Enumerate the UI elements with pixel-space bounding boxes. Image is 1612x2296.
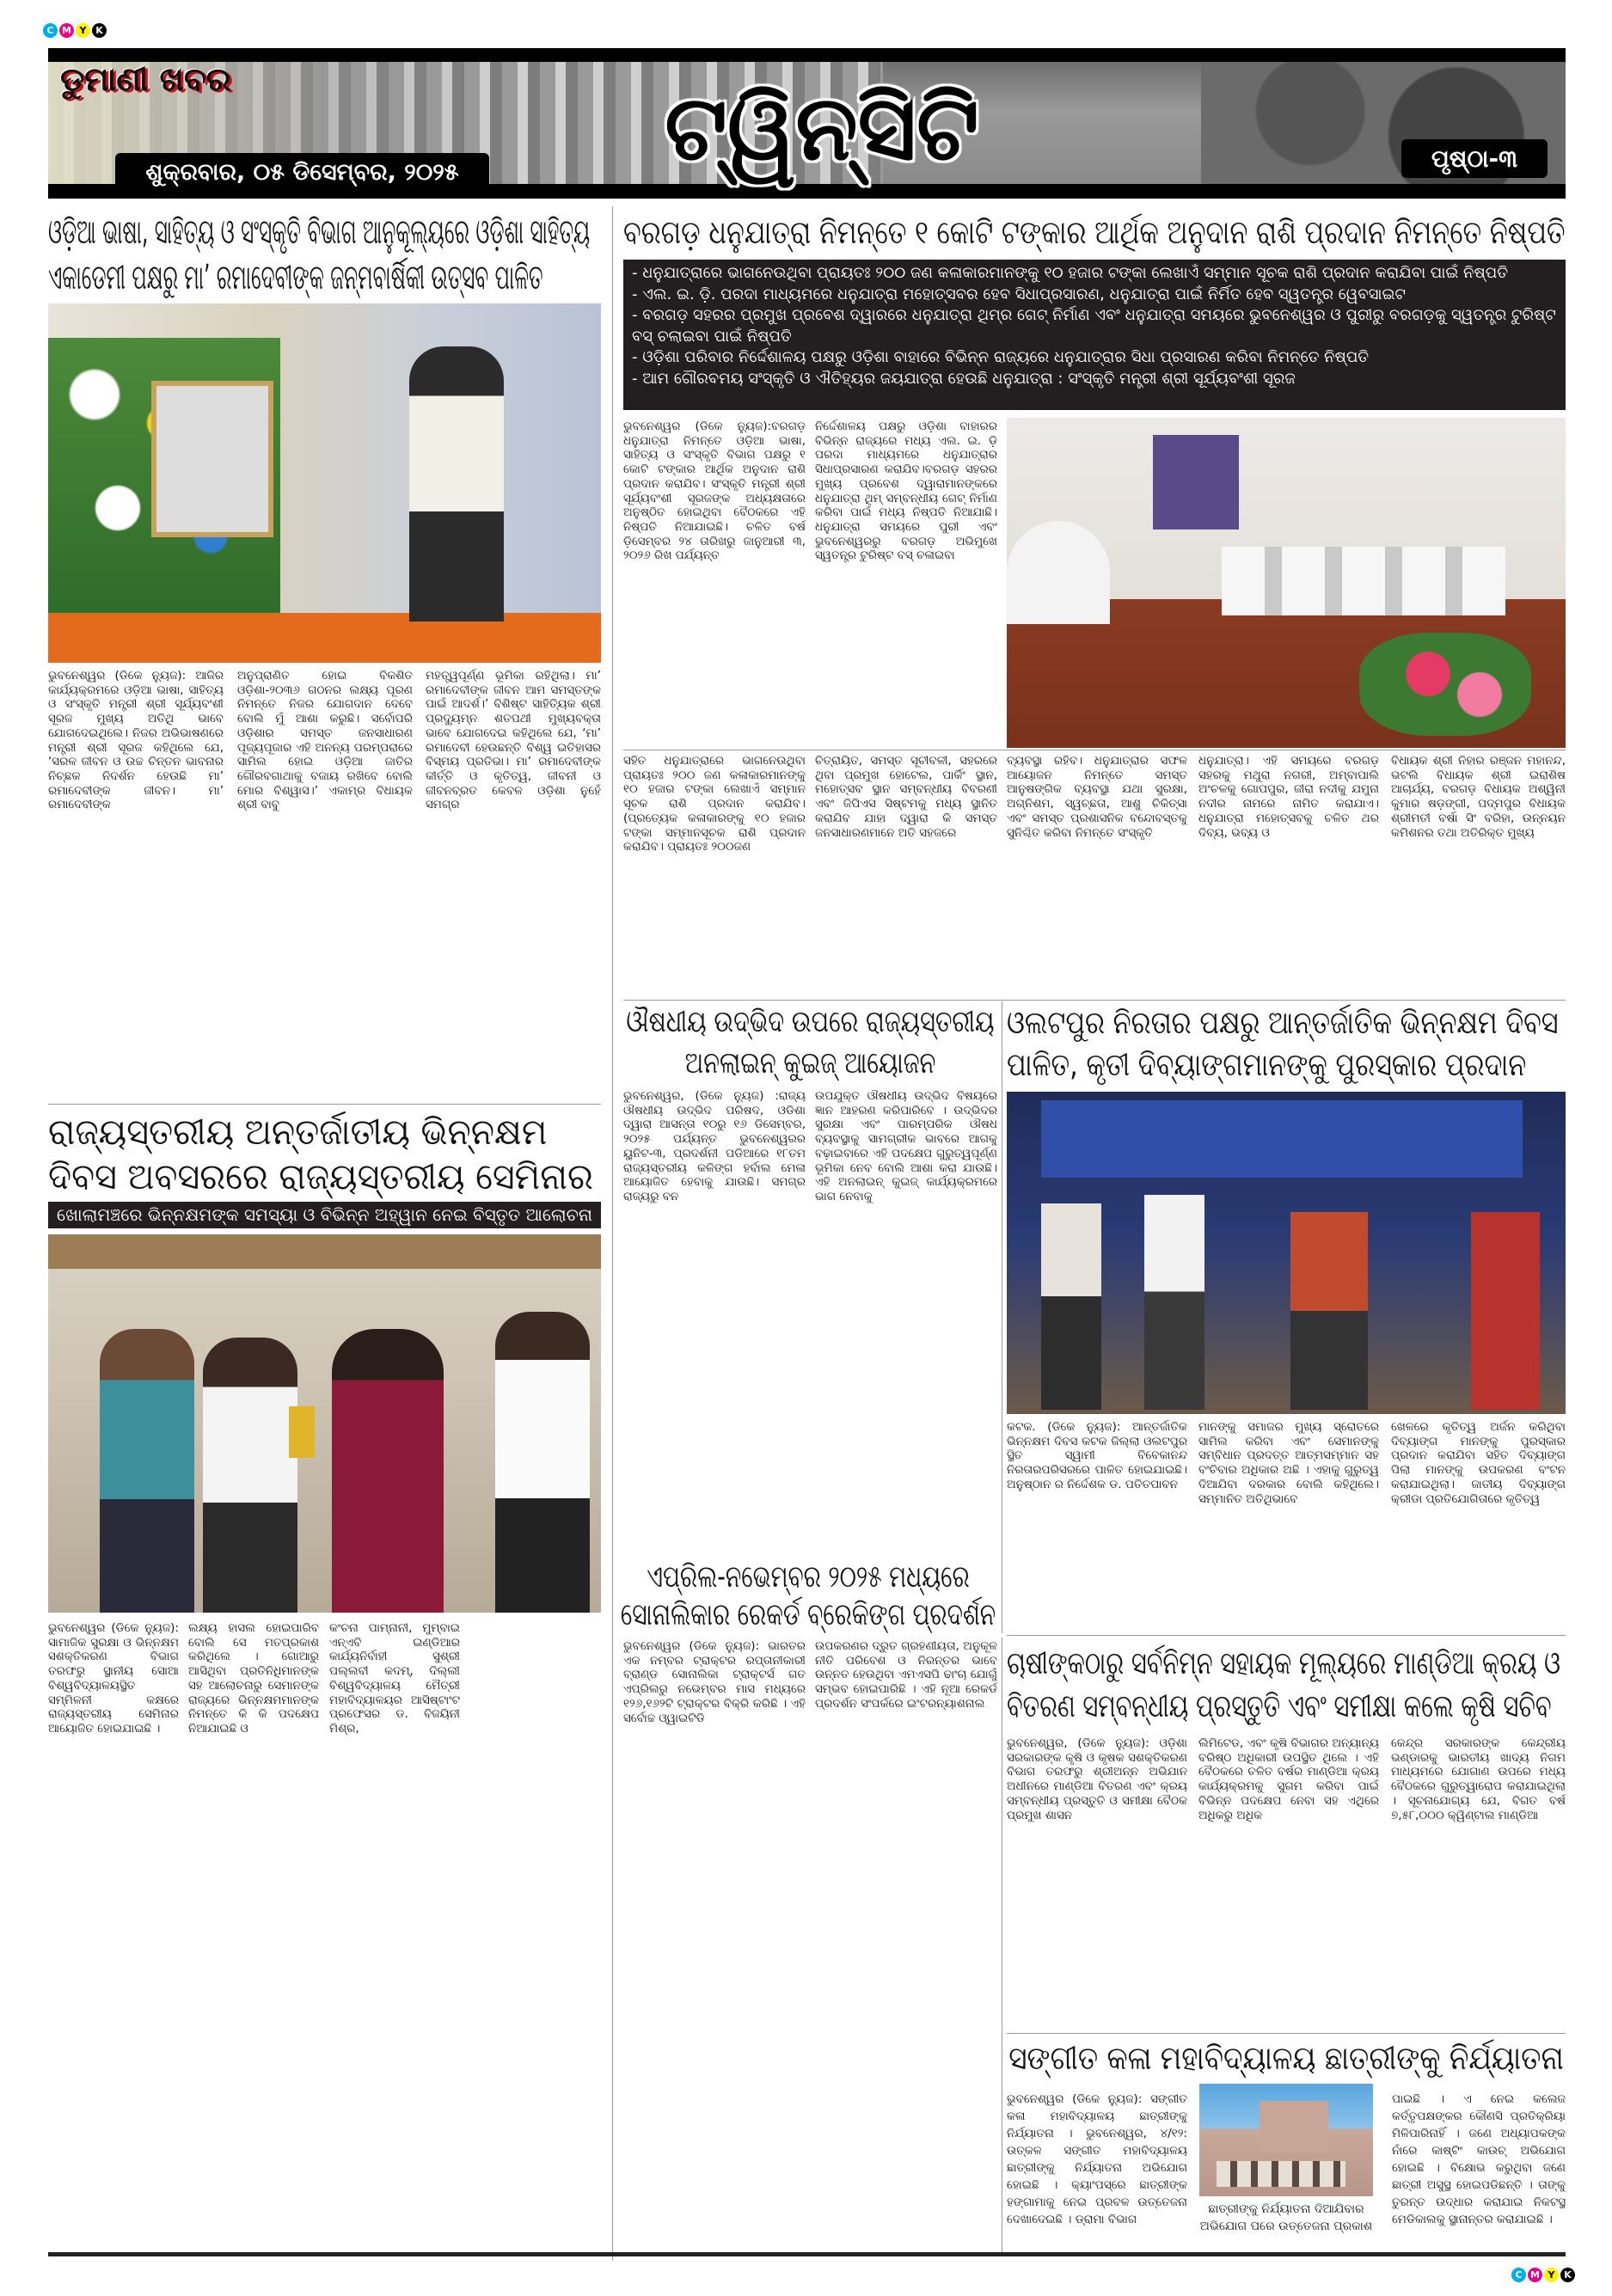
- body-mandia-col3: କେନ୍ଦ୍ର ସରକାରଙ୍କ କେନ୍ଦ୍ରୀୟ ଭଣ୍ଡାରକୁ ଭାରତୀୟ ଖାଦ୍ୟ ନିଗମ ମାଧ୍ୟମରେ ଯୋଗାଣ ଉପରେ ମଧ୍ୟ ବୈଠକରେ ଗୁରୁତ୍ୱାରୋପ କରାଯାଇଥିଲା । ସୂଚନାଯୋଗ୍ୟ ଯେ, ବିଗତ ବର୍ଷ ୭,୫୮,୦୦୦ କ୍ୱିଣ୍ଟାଲ ମାଣ୍ଡିଆ: [1391, 1736, 1566, 1822]
- registration-marks-bottom: [1511, 2268, 1575, 2282]
- body-seminar-col1: ଭୁବନେଶ୍ୱର (ଡିକେ ନ୍ୟୁଜ): ସାମାଜିକ ସୁରକ୍ଷା ଓ ଭିନ୍ନକ୍ଷମ ସଶକ୍ତିକରଣ ବିଭାଗ ତରଫରୁ ସ୍ଥାନୀୟ ସୋଆ ବିଶ୍ୱବିଦ୍ୟାଳୟସ୍ଥିତ ସମ୍ମିଳନୀ କକ୍ଷରେ ରାଜ୍ୟସ୍ତରୀୟ ସେମିନାର ଆୟୋଜିତ ହୋଇଯାଇଛି ।: [48, 1621, 179, 1736]
- highlight-item: - ଏଲ. ଇ. ଡ଼ି. ପରଦା ମାଧ୍ୟମରେ ଧନୁଯାତ୍ରା ମହୋତ୍ସବର ହେବ ସିଧାପ୍ରସାରଣ, ଧନୁଯାତ୍ରା ପାଇଁ ନିର୍ମିତ ହେବ ସ୍ୱତନ୍ତ୍ର ୱେବସାଇଟ: [632, 285, 1406, 303]
- body-oltapur-col2: ମାନଙ୍କୁ ସମାଜର ମୁଖ୍ୟ ସ୍ରୋତରେ ସାମିଲ କରିବା ଏବଂ ସେମାନଙ୍କୁ ସମ୍ବିଧାନ ପ୍ରଦତ୍ତ ଆତ୍ମସମ୍ମାନ ସହ ବଂଚିବାର ଅଧିକାର ଅଛି । ଏହାକୁ ଗୁରୁତ୍ୱ ଦିଆଯିବା ଦରକାର ବୋଲି କହିଥିଲେ। ସମ୍ମାନିତ ଅତିଥିଭାବେ: [1198, 1420, 1379, 1506]
- magenta-mark: M: [1528, 2268, 1542, 2282]
- photo-caption-sangeet: ଛାତ୍ରୀଙ୍କୁ ନିର୍ଯ୍ୟାତନା ଦିଆଯିବାର ଅଭିଯୋଗ ପରେ ଉତ୍ତେଜନା ପ୍ରକାଶ: [1199, 2202, 1373, 2233]
- page-number: ପୃଷ୍ଠା-୩: [1401, 139, 1548, 178]
- headline-dhanuyatra: ବରଗଡ଼ ଧନୁଯାତ୍ରା ନିମନ୍ତେ ୧ କୋଟି ଟଙ୍କାର ଆର୍ଥିକ ଅନୁଦାନ ରାଶି ପ୍ରଦାନ ନିମନ୍ତେ ନିଷ୍ପତି: [623, 213, 1566, 251]
- divider: [48, 1104, 601, 1105]
- body-dhanuyatra-col2: ନିର୍ଦ୍ଦେଶାଳୟ ପକ୍ଷରୁ ଓଡ଼ିଶା ବାହାରର ବିଭିନ୍ନ ରାଜ୍ୟରେ ମଧ୍ୟ ଏଲ. ଇ. ଡ଼ି ପରଦା ମାଧ୍ୟମରେ ଧନୁଯାତ୍ରାର ସିଧାପ୍ରସାରଣ କରାଯିବ।ବରଗଡ଼ ସହରର ମୁଖ୍ୟ ପ୍ରବେଶ ଦ୍ୱାରାମାନଙ୍କରେ ଧନୁଯାତ୍ରା ଥିମ୍ ସମ୍ବନ୍ଧୀୟ ଗେଟ୍ ନିର୍ମାଣ କରିବା ପାଇଁ ମଧ୍ୟ ନିଷ୍ପତି ନିଆଯାଛି। ଧନୁଯାତ୍ରା ସମୟରେ ପୁରୀ ଏବଂ ଭୁବନେଶ୍ୱରରୁ ବରଗଡ଼ ଅଭିମୁଖେ ସ୍ୱତନ୍ତ୍ର ଟୁରିଷ୍ଟ ବସ୍ ଚଳାଇବା: [815, 419, 997, 563]
- body-dhanuyatra-col6: ଧନୁଯାତ୍ରା। ଏହି ସମୟରେ ବରଗଡ଼ ସହରକୁ ମଥୁରା ନଗରୀ, ଅମ୍ବାପାଲି ଅଂଚଳକୁ ଗୋପପୁର, ଜୀରା ନଦୀକୁ ଯମୁନା ନଦୀର ନାମରେ ନାମିତ କରାଯାଏ। ଧନୁଯାତ୍ରା ମହୋତ୍ସବକୁ ଚଳିତ ଥର ଦିବ୍ୟ, ଭବ୍ୟ ଓ: [1198, 754, 1379, 840]
- headline-seminar: ରାଜ୍ୟସ୍ତରୀୟ ଅନ୍ତର୍ଜାତୀୟ ଭିନ୍ନକ୍ଷମ ଦିବସ ଅବସରରେ ରାଜ୍ୟସ୍ତରୀୟ ସେମିନାର: [48, 1111, 593, 1197]
- cyan-mark: C: [43, 23, 58, 38]
- photo-ramadevi-tribute: [48, 303, 601, 663]
- body-oltapur-col3: ଖେଳରେ କୃତିତ୍ୱ ଅର୍ଜନ କରିଥିବା ଦିବ୍ୟାଙ୍ଗ ମାନଙ୍କୁ ପୁରସ୍କାର ପ୍ରଦାନ କରାଯିବା ସହିତ ଦିବ୍ୟାଙ୍ଗ ପିଲା ମାନଙ୍କୁ ଉପକରଣ ବଂଟନ କରାଯାଇଥିଲା। ଜାତୀୟ ଦିବ୍ୟାଙ୍ଗ କ୍ରୀଡା ପ୍ରତିଯୋଗିତାରେ କୃତିତ୍ୱ: [1391, 1420, 1566, 1506]
- photo-oltapur-award: [1007, 1092, 1566, 1414]
- body-medicinal-col2: ଉପଯୁକ୍ତ ଔଷଧୀୟ ଉଦ୍ଭିଦ ବିଷୟରେ ଜ୍ଞାନ ଆହରଣ କରିପାରିବେ । ଉଦ୍ଭିଦର ସୁରକ୍ଷା ଏବଂ ପାରମ୍ପରିକ ଔଷଧ ବ୍ୟବସ୍ଥାକୁ ସାମଗ୍ରୀକ ଭାବରେ ଆଗକୁ ବଢ଼ାଇବାରେ ଏହି ପଦକ୍ଷେପ ଗୁରୁତ୍ୱପୂର୍ଣ୍ଣ ଭୂମିକା ନେବ ବୋଲି ଆଶା କରା ଯାଉଛି।ଏହି ଅନଲାଇନ୍ କୁଇଜ୍ କାର୍ଯ୍ୟକ୍ରମରେ ଭାଗ ନେବାକୁ: [815, 1089, 997, 1203]
- body-dhanuyatra-col5: ବ୍ୟବସ୍ଥା ରହିବ। ଧନୁଯାତ୍ରାର ସଫଳ ଆୟୋଜନ ନିମନ୍ତେ ସମସ୍ତ ଆନୁଷଙ୍ଗିକ ବ୍ୟବସ୍ଥା ଯଥା ସୁରକ୍ଷା, ଅଗ୍ନିଶମ, ସ୍ୱଚ୍ଛତା, ଆଶୁ ଚିକିତ୍ସା ଏବଂ ସମସ୍ତ ପ୍ରଶାସନିକ ବନ୍ଦୋବସ୍ତକୁ ସୁନିଶ୍ଚିତ କରିବା ନିମନ୍ତେ ସଂସ୍କୃତି: [1007, 754, 1187, 840]
- dhanuyatra-highlights-box: [623, 260, 1566, 410]
- body-sangeet-col2: ପାଇଛି । ଏ ନେଇ କଲେଜ କର୍ତ୍ତୃପକ୍ଷଙ୍କର କୌଣସି ପ୍ରତିକ୍ରିୟା ମିଳିପାରିନାହିଁ । ଜଣେ ଅଧ୍ୟାପକଙ୍କ ନାଁରେ କାଷ୍ଟିଂ କାଉଚ୍ ଅଭିଯୋଗ ହୋଇଛି । ବିକ୍ଷୋଭ କରୁଥିବା ଜଣେ ଛାତ୍ରୀ ଅସୁସ୍ଥ ହୋଇପଡିଛନ୍ତି । ତାଙ୍କୁ ତୁରନ୍ତ ଉଦ୍ଧାର କରାଯାଇ ନିକଟସ୍ଥ ମେଡିକାଲକୁ ସ୍ଥାନାନ୍ତର କରାଯାଇଛି ।: [1392, 2092, 1566, 2226]
- cyan-mark: C: [1511, 2268, 1526, 2282]
- section-title: ଟ୍ୱିନ୍‌ସିଟି: [665, 76, 979, 181]
- divider: [1007, 2033, 1566, 2034]
- headline-oltapur: ଓଲଟପୁର ନିରତାର ପକ୍ଷରୁ ଆନ୍ତର୍ଜାତିକ ଭିନ୍ନକ୍ଷମ ଦିବସ ପାଳିତ, କୃତୀ ଦିବ୍ୟାଙ୍ଗମାନଙ୍କୁ ପୁରସ୍କାର ପ୍ରଦାନ: [1007, 1004, 1559, 1083]
- highlight-item: - ଓଡ଼ିଶା ପରିବାର ନିର୍ଦ୍ଦେଶାଳୟ ପକ୍ଷରୁ ଓଡ଼ିଶା ବାହାରେ ବିଭିନ୍ନ ରାଜ୍ୟରେ ଧନୁଯାତ୍ରାର ସିଧା ପ୍ରସାରଣ କରିବା ନିମନ୍ତେ ନିଷ୍ପତି: [632, 348, 1370, 366]
- paper-name-logo: ଡୁମାଣୀ ଖବର: [60, 60, 231, 98]
- headline-mandia-procurement: ଚାଷୀଙ୍କଠାରୁ ସର୍ବନିମ୍ନ ସହାୟକ ମୂଲ୍ୟରେ ମାଣ୍ଡିଆ କ୍ରୟ ଓ ବିତରଣ ସମ୍ବନ୍ଧୀୟ ପ୍ରସ୍ତୁତି ଏବଂ ସମୀକ୍ଷା କଲେ କୃଷି ସଚିବ: [1007, 1644, 1561, 1724]
- headline-sangeet-college: ସଙ୍ଗୀତ କଳା ମହାବିଦ୍ୟାଳୟ ଛାତ୍ରୀଙ୍କୁ ନିର୍ଯ୍ୟାତନା: [1008, 2039, 1564, 2077]
- subhead-seminar: ଖୋଲାମଞ୍ଚରେ ଭିନ୍ନକ୍ଷମଙ୍କ ସମସ୍ୟା ଓ ବିଭିନ୍ନ ଅହ୍ୱାନ ନେଇ ବିସ୍ତୃତ ଆଲୋଚନା: [48, 1202, 601, 1228]
- body-dhanuyatra-col3: ସହିତ ଧନୁଯାତ୍ରାରେ ଭାଗନେଉଥିବା ପ୍ରାୟତଃ ୨୦୦ ଜଣ କଳାକାରମାନଙ୍କୁ ୧୦ ହଜାର ଟଙ୍କା ଲେଖାଏଁ ସମ୍ମାନ ସୂଚକ ରାଶି ପ୍ରଦାନ କରାଯିବ। (ପ୍ରତ୍ୟେକ କଳାକାରଙ୍କୁ ୧୦ ହଜାର ଟଙ୍କା ସମ୍ମାନସୂଚକ ରାଶି ପ୍ରଦାନ କରାଯିବ। ପ୍ରାୟତଃ ୨୦୦ଜଣ: [623, 754, 806, 854]
- body-dhanuyatra-col7: ବିଧାୟକ ଶ୍ରୀ ନିହାର ରଞ୍ଜନ ମହାନନ୍ଦ, ଭଟଲି ବିଧାୟକ ଶ୍ରୀ ଇରାଶିଷ ଆଚାର୍ଯ୍ୟ, ବରଗଡ଼ ବିଧାୟକ ଅଶ୍ୱିନୀ କୁମାର ଷଡ଼ଙ୍ଗୀ, ପଦ୍ମପୁର ବିଧାୟକ ଶ୍ରୀମତୀ ବର୍ଷା ସିଂ ବରିହା, ଉନ୍ନୟନ କମିଶନର ତଥା ଅତିରିକ୍ତ ମୁଖ୍ୟ: [1391, 754, 1566, 840]
- issue-date: ଶୁକ୍ରବାର, ୦୫ ଡିସେମ୍ବର, ୨୦୨୫: [115, 153, 489, 192]
- body-mandia-col2: ଲିମିଟେଡ, ଏବଂ କୃଷି ବିଭାଗର ଅନ୍ୟାନ୍ୟ ବରିଷ୍ଠ ଅଧିକାରୀ ଉପସ୍ଥିତ ଥିଲେ । ଏହି ବୈଠକରେ ଚଳିତ ବର୍ଷର ମାଣ୍ଡିଆ କ୍ରୟ କାର୍ଯ୍ୟକ୍ରମକୁ ସୁଗମ କରିବା ପାଇଁ ବିଭିନ୍ନ ପଦକ୍ଷେପ ନେବା ସହ ଏଥିରେ ଅଧିକରୁ ଅଧିକ: [1198, 1736, 1379, 1822]
- body-oltapur-col1: କଟକ. (ଡିକେ ନ୍ୟୁଜ): ଆନ୍ତର୍ଜାତିକ ଭିନ୍ନକ୍ଷମ ଦିବସ କଟକ ଜିଲ୍ଲା ଓଲଟପୁର ସ୍ଥିତ ସ୍ୱାମୀ ବିବେକାନନ୍ଦ ନିରତାରପରିସରରେ ପାଳିତ ହୋଇଯାଇଛି। ଅନୁଷ୍ଠାନ ର ନିର୍ଦ୍ଦେଶକ ଡ. ପତିତପାବନ: [1007, 1420, 1187, 1491]
- highlight-item: - ବରଗଡ଼ ସହରର ପ୍ରମୁଖ ପ୍ରବେଶ ଦ୍ୱାରରେ ଧନୁଯାତ୍ରା ଥିମ୍‌ର ଗେଟ୍ ନିର୍ମାଣ ଏବଂ ଧନୁଯାତ୍ରା ସମୟରେ ଭୁବନେଶ୍ୱର ଓ ପୁରୀରୁ ବରଗଡ଼କୁ ସ୍ୱତନ୍ତ୍ର ଟୁରିଷ୍ଟ ବସ୍ ଚଲାଇବା ପାଇଁ ନିଷ୍ପତି: [632, 306, 1556, 346]
- magenta-mark: M: [59, 23, 74, 38]
- masthead: [48, 48, 1566, 199]
- body-seminar-col2: ଲକ୍ଷ୍ୟ ହାସଲ ହୋଇପାରିବ ବୋଲି ସେ ମତପ୍ରକାଶ କରିଥିଲେ । ଗୋଆରୁ ଆସିଥିବା ପ୍ରତିନିଧିମାନଙ୍କ ସହ ଆଲୋଚନାରୁ ସେମାନଙ୍କ ରାଜ୍ୟରେ ଭିନ୍ନକ୍ଷମମାନଙ୍କ ନିମନ୍ତେ କି କି ପଦକ୍ଷେପ ନିଆଯାଇଛି ଓ: [188, 1621, 319, 1736]
- photo-dhanuyatra-meeting: [1007, 418, 1566, 748]
- photo-seminar-trophy: [48, 1234, 601, 1613]
- body-ramadevi-col1: ଭୁବନେଶ୍ୱର (ଡିକେ ନ୍ୟୁଜ): ଆଜିର କାର୍ଯ୍ୟକ୍ରମରେ ଓଡ଼ିଆ ଭାଷା, ସାହିତ୍ୟ ଓ ସଂସ୍କୃତି ମନ୍ତ୍ରୀ ଶ୍ରୀ ସୂର୍ଯ୍ୟବଂଶୀ ସୂରଜ ମୁଖ୍ୟ ଅତିଥି ଭାବେ ଯୋଗଦେଇଥିଲେ। ନିଜର ଅଭିଭାଷଣରେ ମନ୍ତ୍ରୀ ଶ୍ରୀ ସୂରଜ କହିଥିଲେ ଯେ, ‘ସରଳ ଜୀବନ ଓ ଉଚ୍ଚ ଚିନ୍ତନ ଭାବନାର ନିଚ୍ଛକ ନିଦର୍ଶନ ହେଉଛି ମା’ ରମାଦେବୀଙ୍କ ଜୀବନ। ମା’ ରମାଦେବୀଙ୍କ: [48, 669, 224, 812]
- column-divider: [612, 206, 613, 2261]
- headline-ramadevi: ଓଡ଼ିଆ ଭାଷା, ସାହିତ୍ୟ ଓ ସଂସ୍କୃତି ବିଭାଗ ଆନୁକୂଲ୍ୟରେ ଓଡ଼ିଶା ସାହିତ୍ୟ ଏକାଡେମୀ ପକ୍ଷରୁ ମା’ ରମାଦେବୀଙ୍କ ଜନ୍ମବାର୍ଷିକୀ ଉତ୍ସବ ପାଳିତ: [48, 212, 591, 297]
- body-sangeet-col1: ଭୁବନେଶ୍ୱର (ଡିକେ ନ୍ୟୁଜ): ସଙ୍ଗୀତ କଳା ମହାବିଦ୍ୟାଳୟ ଛାତ୍ରୀଙ୍କୁ ନିର୍ଯ୍ୟାତନା । ଭୁବନେଶ୍ୱର, ୪/୧୨: ଉତ୍କଳ ସଙ୍ଗୀତ ମହାବିଦ୍ୟାଳୟ ଛାତ୍ରୀଙ୍କୁ ନିର୍ଯ୍ୟାତନା ଅଭିଯୋଗ ହୋଇଛି । କ୍ୟାଂପସ୍‌ରେ ଛାତ୍ରୀଙ୍କ ହଙ୍ଗାମାକୁ ନେଇ ପ୍ରବଳ ଉତ୍ତେଜନା ଦେଖାଦେଇଛି । ଡ୍ରାମା ବିଭାଗ: [1007, 2092, 1187, 2226]
- body-dhanuyatra-col4: ଚିତ୍ରାୟିତ, ସମସ୍ତ ସୂଚୀବଳୀ, ସହରରେ ଥିବା ପ୍ରମୁଖ ହୋଟେଲ, ପାର୍କିଂ ସ୍ଥାନ, ମହୋତ୍ସବ ସ୍ଥାନ ସମ୍ବନ୍ଧୀୟ ବିବରଣୀ ଏବଂ ଜିପିଏସ ସିଷ୍ଟମକୁ ମଧ୍ୟ ସ୍ଥାନିତ କରାଯିବ ଯାହା ଦ୍ୱାରା କି ସମସ୍ତ ଜନସାଧାରଣମାନେ ଅତି ସହଜରେ: [815, 754, 997, 840]
- highlight-item: - ଧନୁଯାତ୍ରାରେ ଭାଗନେଉଥିବା ପ୍ରାୟତଃ ୨୦୦ ଜଣ କଳାକାରମାନଙ୍କୁ ୧୦ ହଜାର ଟଙ୍କା ଲେଖାଏଁ ସମ୍ମାନ ସୂଚକ ରାଶି ପ୍ରଦାନ କରାଯିବା ପାଇଁ ନିଷ୍ପତି: [632, 264, 1509, 282]
- divider: [623, 1000, 1566, 1001]
- body-ramadevi-col2: ଅନୁପ୍ରାଣିତ ହୋଇ ବିକଶିତ ଓଡ଼ିଶା-୨୦୩୬ ଗଠନର ଲକ୍ଷ୍ୟ ପୂରଣ ନିମନ୍ତେ ନିଜର ଯୋଗଦାନ ଦେବେ ବୋଲି ମୁଁ ଆଶା କରୁଛି। ସର୍ବୋପରି ଓଡ଼ିଶାର ସମସ୍ତ ଜନସାଧାରଣ ପୂଜ୍ୟପୂଜାର ଏହି ଅନନ୍ୟ ପରମ୍ପରାରେ ସାମିଲ ହୋଇ ଓଡ଼ିଆ ଜାତିର ଗୌରବଗାଥାକୁ ବଜାୟ ରଖିବେ ବୋଲି ମୋର ବିଶ୍ୱାସ।’ ଏକାମ୍ର ବିଧାୟକ ଶ୍ରୀ ବାବୁ: [237, 669, 413, 812]
- yellow-mark: Y: [1544, 2268, 1559, 2282]
- highlight-item: - ଆମ ଗୌରବମୟ ସଂସ୍କୃତି ଓ ଐତିହ୍ୟର ଜୟଯାତ୍ରା ହେଉଛି ଧନୁଯାତ୍ରା : ସଂସ୍କୃତି ମନ୍ତ୍ରୀ ଶ୍ରୀ ସୂର୍ଯ୍ୟବଂଶୀ ସୂରଜ: [632, 369, 1296, 388]
- yellow-mark: Y: [76, 23, 90, 38]
- body-dhanuyatra-col1: ଭୁବନେଶ୍ୱର (ଡିକେ ନ୍ୟୁଜ):ବରଗଡ଼ ଧନୁଯାତ୍ରା ନିମନ୍ତେ ଓଡ଼ିଆ ଭାଷା, ସାହିତ୍ୟ ଓ ସଂସ୍କୃତି ବିଭାଗ ପକ୍ଷରୁ ୧ କୋଟି ଟଙ୍କାର ଆର୍ଥିକ ଅନୁଦାନ ରାଶି ପ୍ରଦାନ କରାଯିବ। ସଂସ୍କୃତି ମନ୍ତ୍ରୀ ଶ୍ରୀ ସୂର୍ଯ୍ୟବଂଶୀ ସୂରଜଙ୍କ ଅଧ୍ୟକ୍ଷତାରେ ଅନୁଷ୍ଠିତ ହୋଇଥିବା ବୈଠକରେ ଏହି ନିଷ୍ପତି ନିଆଯାଇଛି। ଚଳିତ ବର୍ଷ ଡ଼ିସେମ୍ବର ୨୪ ତାରିଖରୁ ଜାନୁଆରୀ ୩, ୨୦୨୬ ରିଖ ପର୍ଯ୍ୟନ୍ତ: [623, 419, 806, 563]
- headline-medicinal-quiz: ଔଷଧୀୟ ଉଦ୍ଭିଦ ଉପରେ ରାଜ୍ୟସ୍ତରୀୟ ଅନଲାଇନ୍ କୁଇଜ୍ ଆୟୋଜନ: [626, 1005, 995, 1081]
- registration-marks-top: [43, 23, 107, 38]
- body-sonalika-col2: ଉପକରଣର ଦ୍ରୁତ ଗ୍ରହଣୀୟତା, ଅନୁକୂଳ ନୀତି ପରିବେଶ ଓ ନିରନ୍ତର ଭାବେ ଉନ୍ନତ ହେଉଥିବା ଏମଏସପି ଢାଂଚା ଯୋଗୁଁ ସମ୍ଭବ ହୋଇପାରିଛି । ଏହି ନୂଆ ରେକର୍ଡ ପ୍ରଦର୍ଶନ ସଂପର୍କରେ ଇଂଟରନ୍ୟାଶନାଲ: [815, 1639, 997, 1711]
- black-mark: K: [1560, 2268, 1575, 2282]
- body-seminar-col3: କଂଚନା ପାମ୍‌ନାନୀ, ମୁମ୍ବାଇ ଏନ୍‌ଏବି ଇଣ୍ଡିଆର କାର୍ଯ୍ୟନିର୍ବାହୀ ସୁଶ୍ରୀ ପଲ୍ଲବୀ କଦମ୍, ଦିଲ୍ଲୀ ବିଶ୍ୱବିଦ୍ୟାଳୟ ମୈତ୍ରୀ ମହାବିଦ୍ୟାଳୟର ଆସିଷ୍ଟାଂଟ ପ୍ରଫେସର ଡ. ବିଜୟିନୀ ମିଶ୍ର,: [329, 1621, 460, 1736]
- bottom-rule: [48, 2252, 1566, 2256]
- black-mark: K: [92, 23, 107, 38]
- divider: [1007, 1635, 1566, 1636]
- body-ramadevi-col3: ମହତ୍ତ୍ୱପୂର୍ଣ୍ଣ ଭୂମିକା ରହିଥିଲା। ମା’ ରମାଦେବୀଙ୍କ ଜୀବନ ଆମ ସମସ୍ତଙ୍କ ପାଇଁ ଆଦର୍ଶ।’ ବିଶିଷ୍ଟ ସାହିତ୍ୟିକ ଶ୍ରୀ ପ୍ରଦ୍ୟୁମ୍ନ ଶତପଥୀ ମୁଖ୍ୟବକ୍ତା ଭାବେ ଯୋଗଦେଇ କହିଥିଲେ ଯେ, ‘ମା’ ରମାଦେବୀ ହେଉଛନ୍ତି ବିଶ୍ୱ ଇତିହାସର ବିସ୍ମୟ ପ୍ରତିଭା। ମା’ ରମାଦେବୀଙ୍କ କୀର୍ତ୍ତି ଓ କୃତିତ୍ୱ, ଜୀବନୀ ଓ ଜୀବନବ୍ରତ କେବଳ ଓଡ଼ିଶା ନୁହେଁ ସମଗ୍ର: [426, 669, 601, 812]
- photo-sangeet-college-building: [1199, 2084, 1373, 2196]
- headline-sonalika: ଏପ୍ରିଲ-ନଭେମ୍ବର ୨୦୨୫ ମଧ୍ୟରେ ସୋନାଲିକାର ରେକର୍ଡ ବ୍ରେକିଙ୍ଗ ପ୍ରଦର୍ଶନ: [620, 1559, 996, 1632]
- body-medicinal-col1: ଭୁବନେଶ୍ୱର, (ଡିକେ ନ୍ୟୁଜ) :ରାଜ୍ୟ ଔଷଧୀୟ ଉଦ୍ଭିଦ ପରିଷଦ, ଓଡିଶା ଦ୍ୱାରା ଆସନ୍ତା ୧୦ରୁ ୧୬ ଡିସେମ୍ବର, ୨୦୨୫ ପର୍ଯ୍ୟନ୍ତ ଭୁବନେଶ୍ୱରର ୟୁନିଟ-୩, ପ୍ରଦର୍ଶନୀ ପଡିଆରେ ୧୮ତମ ରାଜ୍ୟସ୍ତରୀୟ କଳିଙ୍ଗ ହର୍ବାଲ ମେଳା ଆୟୋଜିତ ହେବାକୁ ଯାଉଛି। ସମଗ୍ର ରାଜ୍ୟରୁ ବନ: [623, 1089, 806, 1203]
- body-seminar-col4: [470, 1621, 601, 2250]
- body-sonalika-col1: ଭୁବନେଶ୍ୱର (ଡିକେ ନ୍ୟୁଜ): ଭାରତର ଏକ ନମ୍ବର ଟ୍ରାକ୍ଟର ରପ୍ତାନୀକାରୀ ବ୍ରାଣ୍ଡ ସୋନାଲିକା ଟ୍ରାକ୍ଟର୍ସ ଗତ ଏପ୍ରିଲରୁ ନଭେମ୍ବର ମାସ ମଧ୍ୟରେ ୧୨୬,୧୬୨ଟି ଟ୍ରାକ୍ଟର ବିକ୍ରି କରିଛି । ଏହି ସର୍ବୋଚ୍ଚ ଓ୍ୱାଇଟିଡି: [623, 1639, 806, 1725]
- body-mandia-col1: ଭୁବନେଶ୍ୱର, (ଡିକେ ନ୍ୟୁଜ): ଓଡ଼ିଶା ସରକାରଙ୍କ କୃଷି ଓ କୃଷକ ସଶକ୍ତିକରଣ ବିଭାଗ ତରଫରୁ ଶ୍ରୀଅନ୍ନ ଅଭିଯାନ ଅଧୀନରେ ମାଣ୍ଡିଆ ବିତରଣ ଏବଂ କ୍ରୟ ସମ୍ବନ୍ଧୀୟ ପ୍ରସ୍ତୁତି ଓ ସମୀକ୍ଷା ବୈଠକ ପ୍ରମୁଖ ଶାସନ: [1007, 1736, 1187, 1822]
